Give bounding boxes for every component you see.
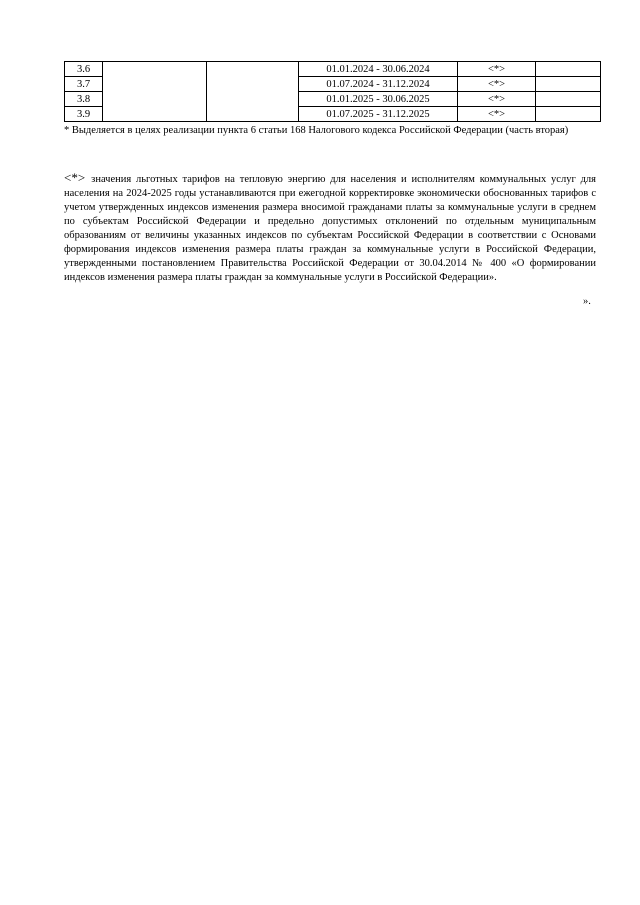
- merged-cell-a: [103, 62, 207, 122]
- tariff-value-cell: <*>: [458, 62, 536, 77]
- tariff-value-cell: <*>: [458, 77, 536, 92]
- footnote: * Выделяется в целях реализации пункта 6 статьи 168 Налогового кодекса Российской Федерации (часть вторая): [64, 125, 569, 136]
- table-row: [65, 62, 601, 77]
- note-mark: <*>: [64, 170, 86, 185]
- empty-cell: [536, 107, 601, 122]
- row-number: 3.7: [65, 77, 103, 92]
- row-number: 3.8: [65, 92, 103, 107]
- row-number: 3.6: [65, 62, 103, 77]
- empty-cell: [536, 62, 601, 77]
- note-text: значения льготных тарифов на тепловую энергию для населения и исполнителям коммунальных услуг для населения на 2024-2025 годы устанавливаются при ежегодной корректировке экономически обоснованных тарифов с учетом утвержденных индексов изменения размера вносимой гражданами платы за коммунальные услуги в среднем по субъектам Российской Федерации и предельно допустимых отклонений по отдельным муниципальным образованиям от величины указанных индексов по субъектам Российской Федерации в соответствии с Основами формирования индексов изменения размера платы граждан за коммунальные услуги в Российской Федерации, утвержденными постановлением Правительства Российской Федерации от 30.04.2014 № 400 «О формировании индексов изменения размера платы граждан за коммунальные услуги в Российской Федерации».: [64, 174, 596, 283]
- merged-cell-b: [207, 62, 299, 122]
- tariff-value-cell: <*>: [458, 107, 536, 122]
- tariff-table: [64, 61, 601, 122]
- tariff-note: [64, 171, 596, 285]
- row-number: 3.9: [65, 107, 103, 122]
- empty-cell: [536, 92, 601, 107]
- period-cell: 01.07.2024 - 31.12.2024: [299, 77, 458, 92]
- tariff-value-cell: <*>: [458, 92, 536, 107]
- period-cell: 01.07.2025 - 31.12.2025: [299, 107, 458, 122]
- period-cell: 01.01.2025 - 30.06.2025: [299, 92, 458, 107]
- closing-quote: ».: [583, 296, 591, 307]
- empty-cell: [536, 77, 601, 92]
- period-cell: 01.01.2024 - 30.06.2024: [299, 62, 458, 77]
